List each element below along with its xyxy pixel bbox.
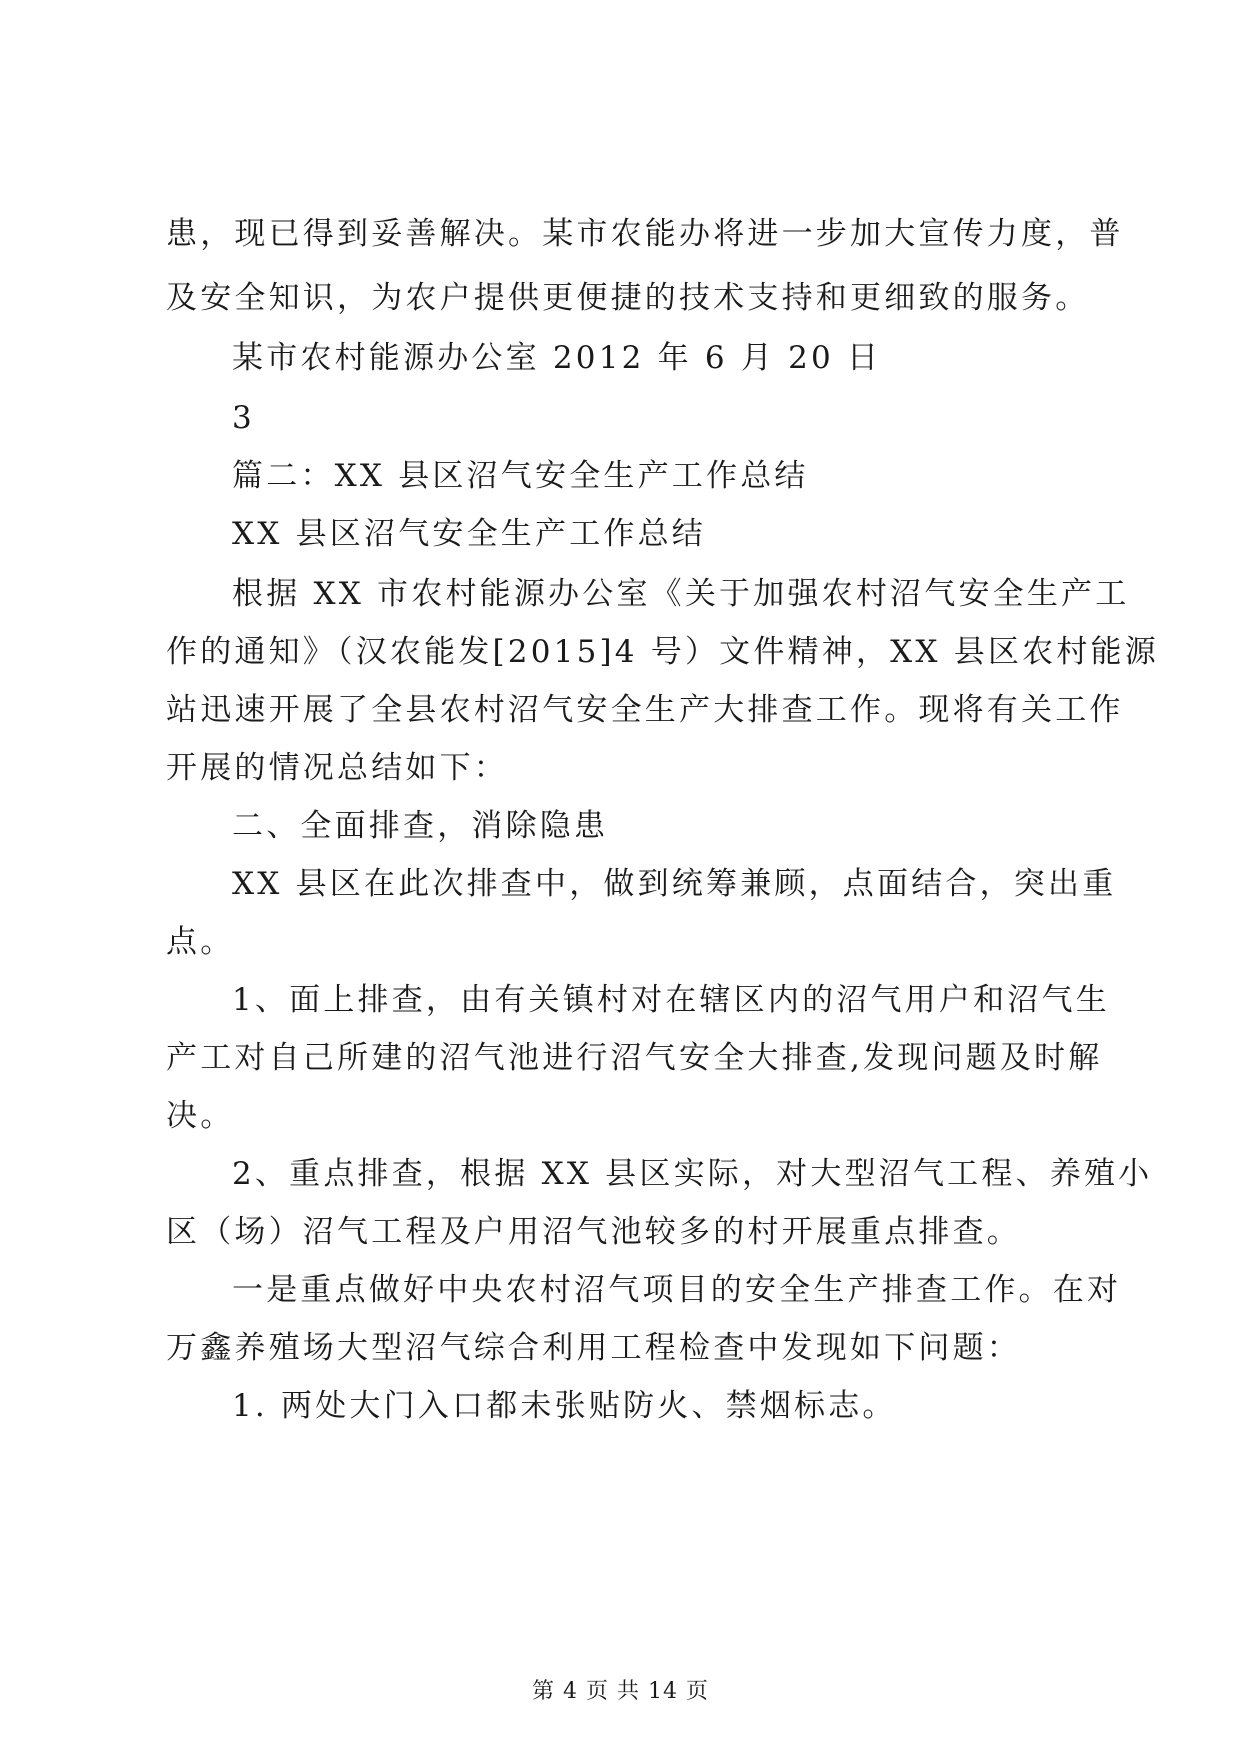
list-item: 1、面上排查，由有关镇村对在辖区内的沼气用户和沼气生 bbox=[232, 982, 1110, 1018]
subsection-heading: 二、全面排查，消除隐患 bbox=[232, 808, 609, 844]
body-line: 万鑫养殖场大型沼气综合利用工程检查中发现如下问题： bbox=[166, 1330, 1021, 1366]
list-item: 2、重点排查，根据 XX 县区实际，对大型沼气工程、养殖小 bbox=[232, 1156, 1153, 1192]
body-line: 患，现已得到妥善解决。某市农能办将进一步加大宣传力度，普 bbox=[166, 216, 1124, 252]
body-line: 一是重点做好中央农村沼气项目的安全生产排查工作。在对 bbox=[232, 1272, 1122, 1308]
body-line: 区（场）沼气工程及户用沼气池较多的村开展重点排查。 bbox=[166, 1214, 1021, 1250]
body-line: 及安全知识，为农户提供更便捷的技术支持和更细致的服务。 bbox=[166, 280, 1090, 316]
body-line: XX 县区在此次排查中，做到统筹兼顾，点面结合，突出重 bbox=[232, 866, 1117, 902]
page-marker: 3 bbox=[232, 400, 255, 436]
list-item: 1. 两处大门入口都未张贴防火、禁烟标志。 bbox=[232, 1388, 897, 1424]
document-title: XX 县区沼气安全生产工作总结 bbox=[232, 516, 706, 552]
body-line: 决。 bbox=[166, 1098, 235, 1134]
body-line: 作的通知》（汉农能发[2015]4 号）文件精神，XX 县区农村能源 bbox=[166, 634, 1159, 670]
body-line: 根据 XX 市农村能源办公室《关于加强农村沼气安全生产工 bbox=[232, 576, 1130, 612]
body-line: 产工对自己所建的沼气池进行沼气安全大排查,发现问题及时解 bbox=[166, 1040, 1103, 1076]
body-line: 站迅速开展了全县农村沼气安全生产大排查工作。现将有关工作 bbox=[166, 692, 1124, 728]
signature-line: 某市农村能源办公室 2012 年 6 月 20 日 bbox=[232, 340, 882, 376]
section-heading: 篇二：XX 县区沼气安全生产工作总结 bbox=[232, 458, 809, 494]
body-line: 开展的情况总结如下： bbox=[166, 750, 508, 786]
page-footer: 第 4 页 共 14 页 bbox=[532, 1679, 709, 1704]
body-line: 点。 bbox=[166, 924, 235, 960]
